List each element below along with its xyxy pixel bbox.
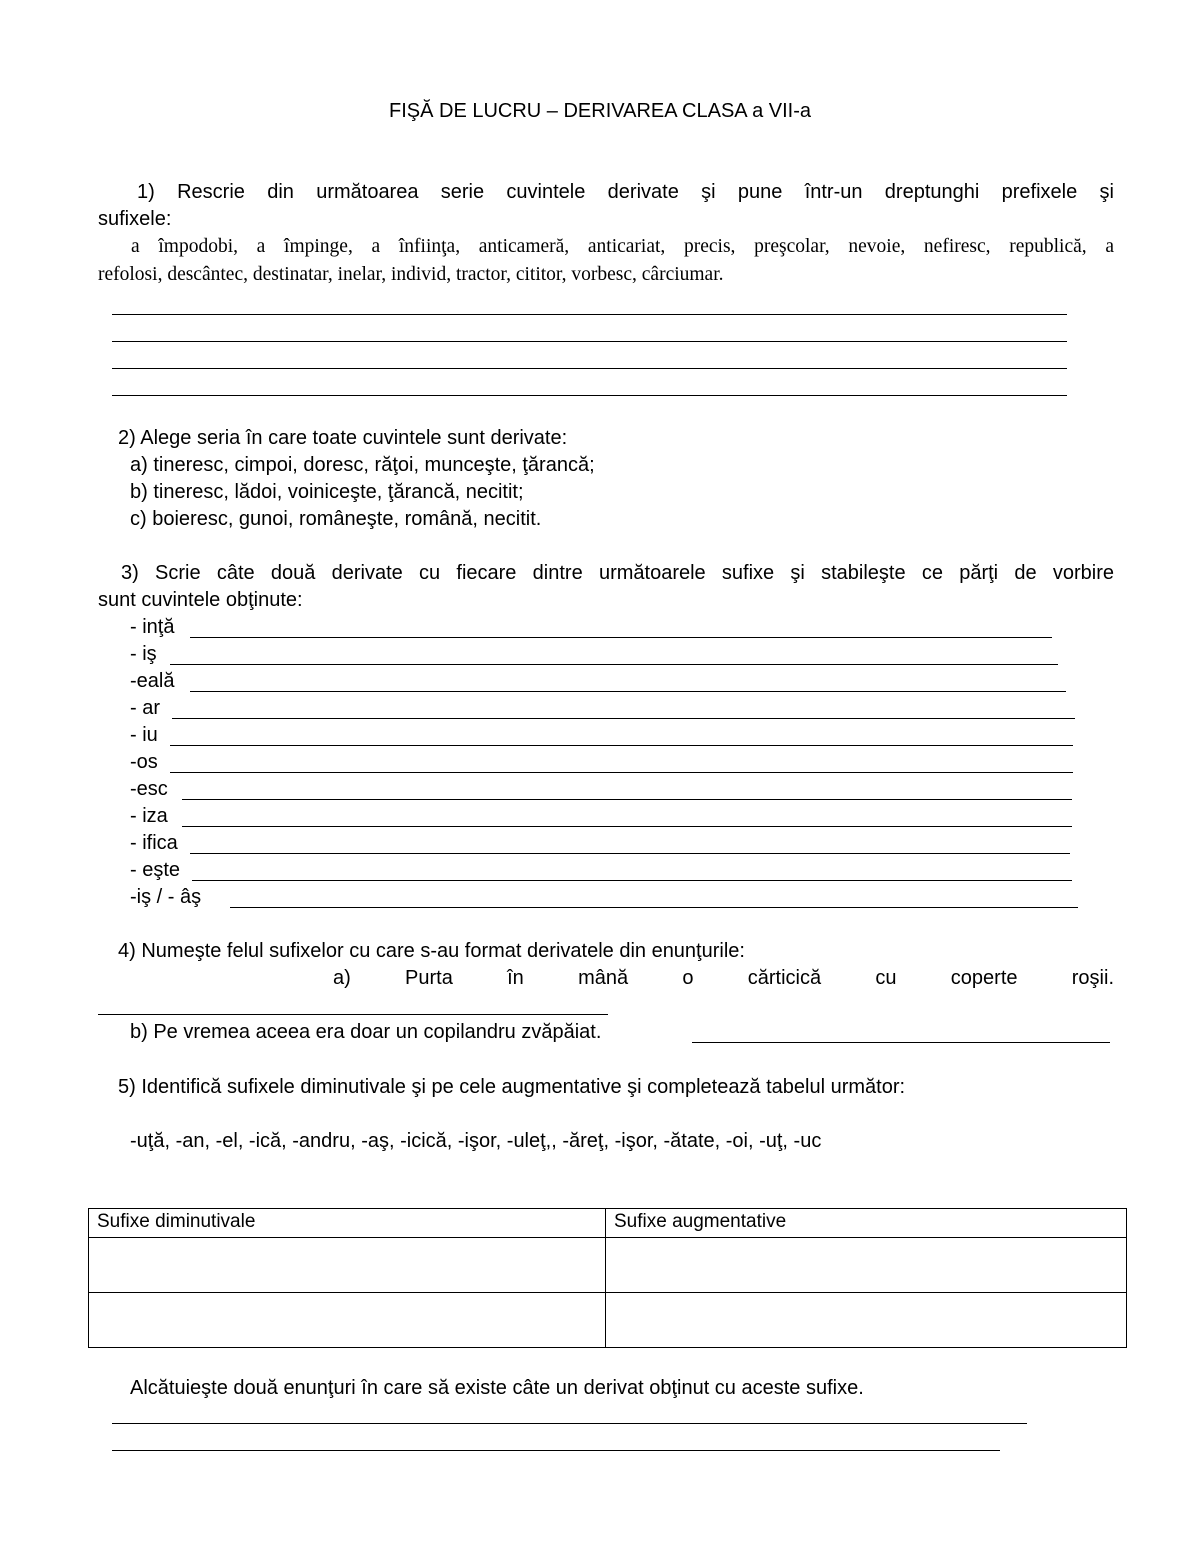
final-answer-line[interactable] [112, 1450, 1000, 1451]
ex2-prompt: 2) Alege seria în care toate cuvintele sunt derivate: [118, 427, 568, 449]
ex4-sentence-b: b) Pe vremea aceea era doar un copilandru zvăpăiat. [130, 1021, 602, 1043]
suffix-label: - eşte [130, 859, 181, 881]
suffix-answer-line[interactable] [190, 853, 1070, 854]
table-cell[interactable] [606, 1238, 1127, 1293]
table-header-augmentative: Sufixe augmentative [606, 1209, 1127, 1238]
ex1-instruction-line1: 1) Rescrie din următoarea serie cuvintele derivate şi pune într-un dreptunghi prefixele şi [137, 181, 1114, 203]
suffix-answer-line[interactable] [170, 745, 1073, 746]
ex3-instruction-line1: 3) Scrie câte două derivate cu fiecare dintre următoarele sufixe şi stabileşte ce părţi de vorbire [121, 562, 1114, 584]
table-cell[interactable] [606, 1293, 1127, 1348]
suffix-answer-line[interactable] [192, 880, 1072, 881]
ex5-final-instruction: Alcătuieşte două enunţuri în care să existe câte un derivat obţinut cu aceste sufixe. [130, 1377, 864, 1399]
suffix-label: - ifica [130, 832, 178, 854]
ex4-answer-line-a[interactable] [98, 1014, 608, 1015]
table-cell[interactable] [89, 1293, 606, 1348]
suffix-answer-line[interactable] [190, 637, 1052, 638]
ex2-option-a: a) tineresc, cimpoi, doresc, răţoi, munceşte, ţărancă; [130, 454, 595, 476]
ex2-option-c: c) boieresc, gunoi, româneşte, română, necitit. [130, 508, 542, 530]
suffix-answer-line[interactable] [182, 826, 1072, 827]
final-answer-line[interactable] [112, 1423, 1027, 1424]
ex2-option-b: b) tineresc, lădoi, voiniceşte, ţărancă, necitit; [130, 481, 524, 503]
suffix-label: -os [130, 751, 158, 773]
ex3-instruction-line2: sunt cuvintele obţinute: [98, 589, 303, 611]
page-title: FIŞĂ DE LUCRU – DERIVAREA CLASA a VII-a [389, 100, 811, 122]
ex1-answer-line[interactable] [112, 368, 1067, 369]
suffix-answer-line[interactable] [230, 907, 1078, 908]
suffix-answer-line[interactable] [170, 664, 1058, 665]
ex1-answer-line[interactable] [112, 314, 1067, 315]
ex1-answer-line[interactable] [112, 341, 1067, 342]
ex4-prompt: 4) Numeşte felul sufixelor cu care s-au format derivatele din enunţurile: [118, 940, 745, 962]
suffix-answer-line[interactable] [182, 799, 1072, 800]
suffix-label: - iza [130, 805, 168, 827]
ex1-answer-line[interactable] [112, 395, 1067, 396]
ex1-instruction-line2: sufixele: [98, 208, 172, 230]
suffix-answer-line[interactable] [172, 718, 1075, 719]
suffix-label: -esc [130, 778, 168, 800]
suffix-answer-line[interactable] [190, 691, 1066, 692]
table-cell[interactable] [89, 1238, 606, 1293]
suffix-label: - inţă [130, 616, 175, 638]
suffix-label: - ar [130, 697, 160, 719]
ex1-word-list-line2: refolosi, descântec, destinatar, inelar, individ, tractor, cititor, vorbesc, cârciumar. [98, 264, 724, 285]
table-header-diminutive: Sufixe diminutivale [89, 1209, 606, 1238]
ex1-word-list-line1: a împodobi, a împinge, a înfiinţa, anticameră, anticariat, precis, preşcolar, nevoie, nefiresc, republică, a [131, 236, 1114, 257]
suffix-label: - iş [130, 643, 157, 665]
suffix-label: - iu [130, 724, 158, 746]
ex5-prompt: 5) Identifică sufixele diminutivale şi pe cele augmentative şi completează tabelul următor: [118, 1076, 906, 1098]
suffix-label: -iş / - âş [130, 886, 202, 908]
suffix-table [88, 1208, 1127, 1348]
ex5-suffix-list: -uţă, -an, -el, -ică, -andru, -aş, -icică, -işor, -uleţ,, -ăreţ, -işor, -ătate, -oi, -uţ, -uc [130, 1130, 822, 1152]
suffix-label: -eală [130, 670, 175, 692]
ex4-sentence-a: a) Purta în mână o cărticică cu coperte roşii. [333, 967, 1114, 989]
suffix-answer-line[interactable] [170, 772, 1073, 773]
ex4-answer-line-b[interactable] [692, 1042, 1110, 1043]
